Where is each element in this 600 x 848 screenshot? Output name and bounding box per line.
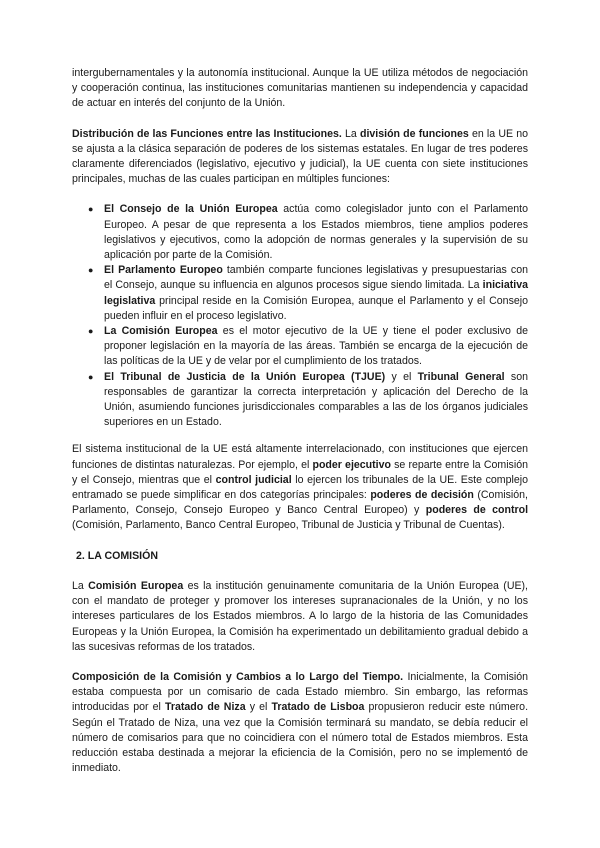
paragraph-intro: intergubernamentales y la autonomía institucional. Aunque la UE utiliza métodos de negociación y cooperación continua, las instituciones comunitarias mantienen su independencia y capacidad de actuar en interés del conjunto de la Unión. — [72, 67, 528, 110]
paragraph-composicion: Composición de la Comisión y Cambios a lo Largo del Tiempo. Inicialmente, la Comisión estaba compuesta por un comisario de cada Estado miembro. Sin embargo, las reformas introducidas por el Tratado de Niza y el Tratado de Lisboa propusieron reducir este número. Según el Tratado de Niza, una vez que la Comisión terminará su mandato, se debía reducir el número de comisarios para que no coincidiera con el número total de Estados miembros. Esta reducción estaba destinada a mejorar la eficiencia de la Comisión, pero no se implementó de inmediato. — [72, 670, 529, 775]
section-heading: 2. LA COMISIÓN — [76, 549, 159, 562]
list-item-parlamento: ● El Parlamento Europeo también comparte funciones legislativas y presupuestarias con el Consejo, aunque su influencia en algunos procesos sigue siendo limitada. La iniciativa legislativa principal reside en la Comisión Europea, aunque el Parlamento y el Consejo pueden influir en el proceso legislativo. — [104, 263, 528, 324]
list-item-comision: ● La Comisión Europea es el motor ejecutivo de la UE y tiene el poder exclusivo de proponer legislación en la mayoría de las áreas. También se encarga de la ejecución de las políticas de la UE y de velar por el cumplimiento de los tratados. — [104, 324, 528, 370]
list-item-tribunal: ● El Tribunal de Justicia de la Unión Europea (TJUE) y el Tribunal General son responsables de garantizar la correcta interpretación y aplicación del Derecho de la Unión, asumiendo funciones jurisdiccionales comparables a las de los órganos judiciales superiores en un Estado. — [104, 370, 528, 431]
section-title-composicion: Composición de la Comisión y Cambios a lo Largo del Tiempo. — [72, 670, 404, 683]
list-item-consejo: ● El Consejo de la Unión Europea actúa como colegislador junto con el Parlamento Europeo. A pesar de que representa a los Estados miembros, tiene amplios poderes legislativos y ejecutivos, como la adopción de normas generales y la supervisión de su aplicación por parte de la Comisión. — [104, 202, 528, 263]
document-page — [72, 66, 528, 791]
paragraph-comision: La Comisión Europea es la institución genuinamente comunitaria de la Unión Europea (UE), con el mandato de proteger y promover los intereses supranacionales de la Unión, y no los intereses particulares de los Estados miembros. A lo largo de la historia de las Comunidades Europeas y la Unión Europea, la Comisión ha experimentado un debilitamiento gradual debido a las sucesivas reformas de los tratados. — [72, 579, 529, 653]
institutions-list — [72, 202, 528, 430]
section-title-distribution: Distribución de las Funciones entre las Instituciones. — [72, 127, 342, 140]
paragraph-distribution: Distribución de las Funciones entre las Instituciones. La división de funciones en la UE no se ajusta a la clásica separación de poderes de los sistemas estatales. En lugar de tres poderes claramente diferenciados (legislativo, ejecutivo y judicial), la UE cuenta con siete instituciones principales, muchas de las cuales participan en múltiples funciones: — [72, 127, 529, 186]
paragraph-system: El sistema institucional de la UE está altamente interrelacionado, con instituciones que ejercen funciones de distintas naturalezas. Por ejemplo, el poder ejecutivo se reparte entre la Comisión y el Consejo, mientras que el control judicial lo ejercen los tribunales de la UE. Este complejo entramado se puede simplificar en dos categorías principales: poderes de decisión (Comisión, Parlamento, Consejo, Consejo Europeo y Banco Central Europeo) y poderes de control (Comisión, Parlamento, Banco Central Europeo, Tribunal de Justicia y Tribunal de Cuentas). — [72, 443, 529, 532]
